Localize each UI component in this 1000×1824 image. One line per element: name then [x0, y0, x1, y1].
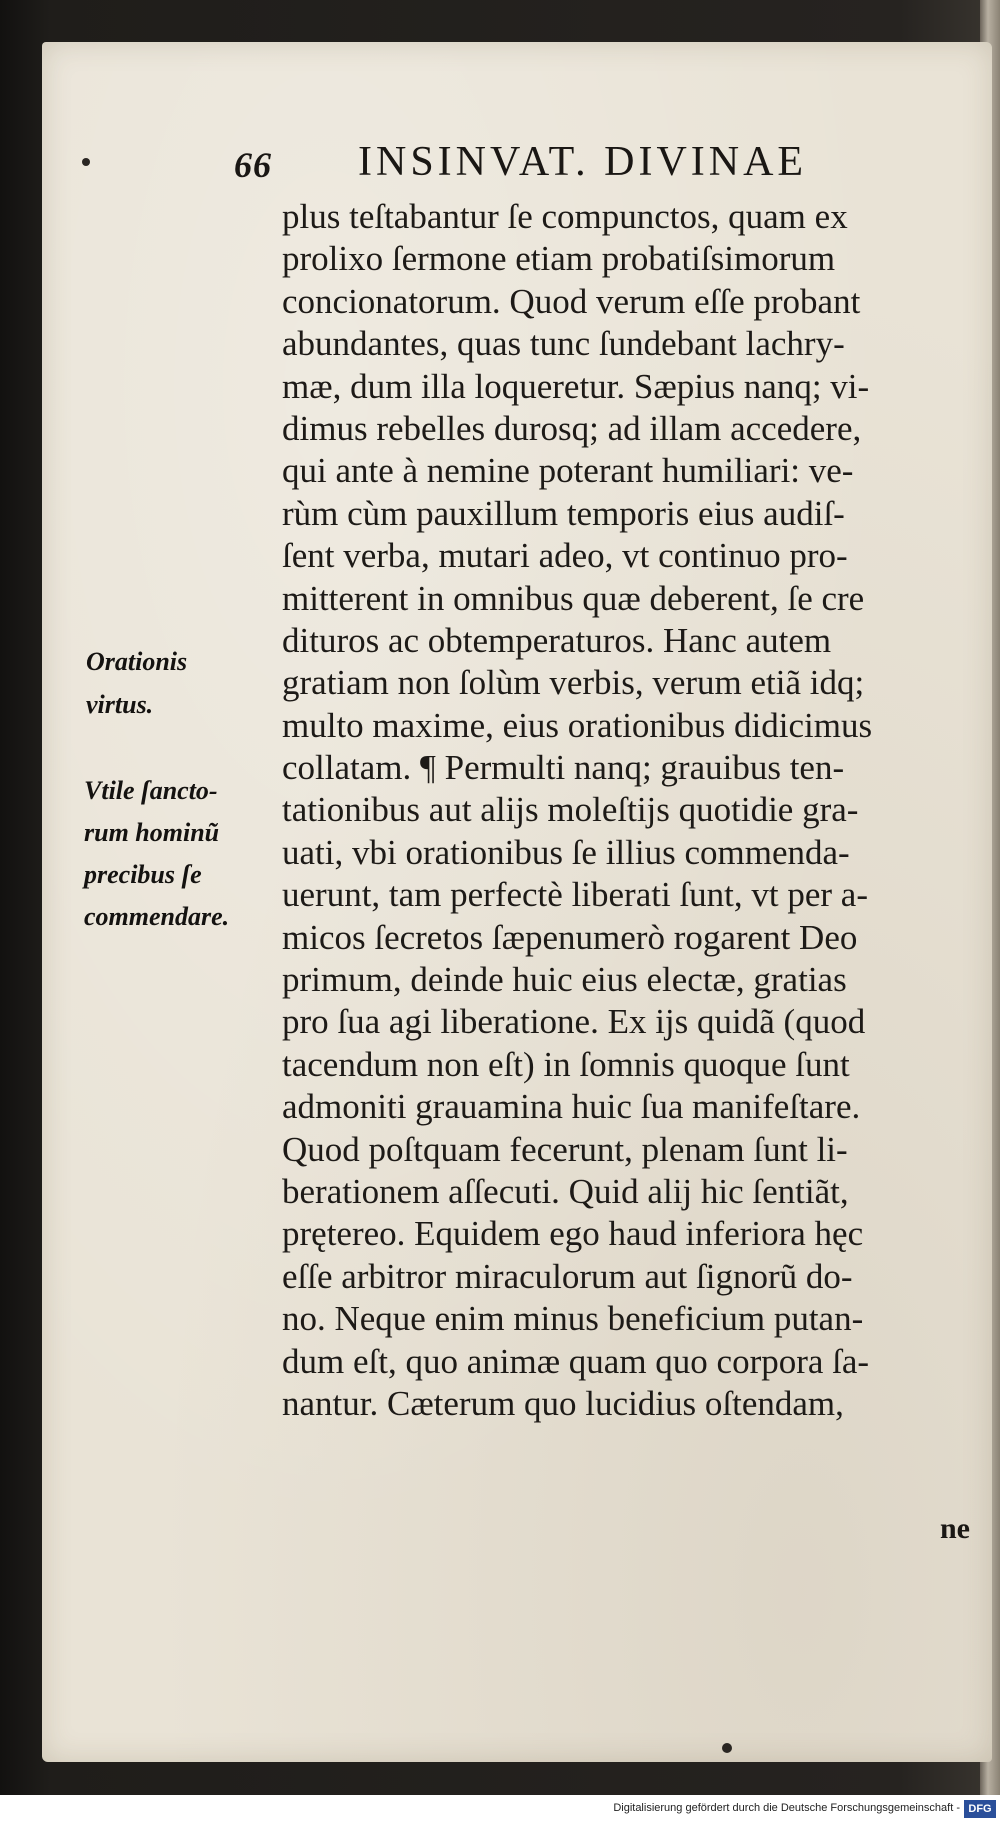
text-line: mitterent in omnibus quæ deberent, ſe cre [282, 578, 865, 618]
text-line: multo maxime, eius orationibus didicimus [282, 705, 873, 745]
marginal-note-line: virtus. [86, 690, 154, 719]
text-line: uati, vbi orationibus ſe illius commenda- [282, 832, 850, 872]
marginal-note-line: rum hominũ [84, 818, 220, 847]
text-line: collatam. ¶ Permulti nanq; grauibus ten- [282, 748, 845, 788]
text-line: abundantes, quas tunc ſundebant lachry- [282, 324, 845, 364]
text-line: gratiam non ſolùm verbis, verum etiã idq; [282, 663, 865, 703]
running-title: INSINVAT. DIVINAE [358, 139, 808, 185]
dfg-logo: DFG [964, 1800, 996, 1818]
body-text [282, 196, 992, 1425]
text-line: concionatorum. Quod verum eſſe probant [282, 281, 861, 321]
text-line: rùm cùm pauxillum temporis eius audiſ- [282, 493, 845, 533]
text-line: ſent verba, mutari adeo, vt continuo pro- [282, 536, 848, 576]
marginal-note-line: precibus ſe [84, 860, 202, 889]
funding-credit: Digitalisierung gefördert durch die Deutsche Forschungsgemeinschaft - [613, 1802, 960, 1814]
ink-spot [722, 1743, 732, 1753]
text-line: uerunt, tam perfectè liberati ſunt, vt per a- [282, 875, 868, 915]
marginal-note-vtile-sanctorum [84, 770, 229, 938]
text-line: prętereo. Equidem ego haud inferiora hęc [282, 1214, 864, 1254]
footer-bar [0, 1795, 1000, 1824]
marginal-note-orationis-virtus [86, 640, 187, 726]
text-line: berationem aſſecuti. Quid alij hic ſentiãt, [282, 1171, 849, 1211]
text-line: mæ, dum illa loqueretur. Sæpius nanq; vi- [282, 366, 870, 406]
marginal-note-line: Orationis [86, 647, 188, 676]
text-line: pro ſua agi liberatione. Ex ijs quidã (quod [282, 1002, 866, 1042]
text-line: plus teſtabantur ſe compunctos, quam ex [282, 197, 848, 236]
text-line: no. Neque enim minus beneficium putan- [282, 1299, 864, 1339]
text-line: tationibus aut alijs moleſtijs quotidie gra- [282, 790, 859, 830]
text-line: tacendum non eſt) in ſomnis quoque ſunt [282, 1044, 850, 1084]
text-line: dituros ac obtemperaturos. Hanc autem [282, 620, 832, 660]
text-line: micos ſecretos ſæpenumerò rogarent Deo [282, 917, 858, 957]
text-line: eſſe arbitror miraculorum aut ſignorũ do- [282, 1256, 853, 1296]
page-number: 66 [234, 145, 272, 185]
ink-spot [82, 158, 90, 166]
text-line: dimus rebelles durosq; ad illam accedere, [282, 408, 862, 448]
text-line: dum eſt, quo animæ quam quo corpora ſa- [282, 1341, 870, 1381]
page-header [228, 138, 908, 188]
text-line: qui ante à nemine poterant humiliari: ve- [282, 451, 854, 491]
text-line: Quod poſtquam fecerunt, plenam ſunt li- [282, 1129, 848, 1169]
marginal-note-line: commendare. [84, 902, 230, 931]
text-line: primum, deinde huic eius electæ, gratias [282, 960, 847, 1000]
text-line: nantur. Cæterum quo lucidius oſtendam, [282, 1383, 844, 1423]
text-line: admoniti grauamina huic ſua manifeſtare. [282, 1087, 861, 1127]
marginal-note-line: Vtile ſancto- [84, 776, 218, 805]
catchword: ne [940, 1512, 970, 1545]
text-line: prolixo ſermone etiam probatiſsimorum [282, 239, 836, 279]
